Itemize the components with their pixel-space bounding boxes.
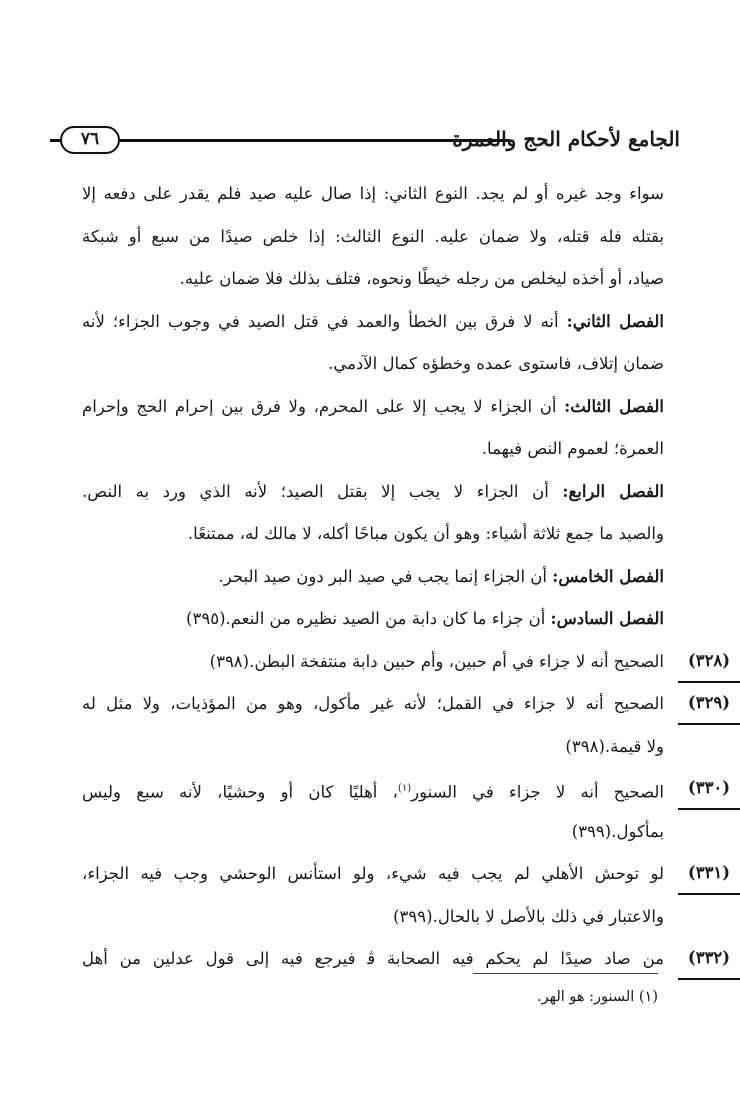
numbered-entry: [82, 938, 731, 981]
section-text: أنه لا فرق بين الخطأ والعمد في قتل الصيد في وجوب الجزاء؛ لأنه: [82, 311, 559, 331]
entry-number: (٣٣١): [678, 853, 740, 895]
section-text: أن الجزاء لا يجب إلا على المحرم، ولا فرق بين إحرام الحج وإحرام: [82, 396, 557, 416]
entry-text: الصحيح أنه لا جزاء في السنور: [411, 782, 664, 802]
entry-line: والاعتبار في ذلك بالأصل لا بالحال.(٣٩٩): [393, 906, 664, 926]
entry-line: الصحيح أنه لا جزاء في أم حبين، وأم حبين دابة منتفخة البطن.(٣٩٨): [209, 651, 664, 671]
entry-line: بمأكول.(٣٩٩): [571, 821, 664, 841]
footnote-ref: (١): [397, 783, 412, 794]
numbered-entry: [82, 853, 731, 938]
entry-line: لو توحش الأهلي لم يجب فيه شيء، ولو استأنس الوحشي وجب فيه الجزاء،: [82, 864, 664, 883]
section-text: أن جزاء ما كان دابة من الصيد نظيره من النعم.(٣٩٥): [186, 609, 546, 628]
section-text: أن الجزاء لا يجب إلا بقتل الصيد؛ لأنه الذي ورد به النص.: [82, 481, 549, 501]
section-3: [82, 386, 664, 429]
entry-line: ولا قيمة.(٣٩٨): [565, 736, 664, 756]
body-line: صياد، أو أخذه ليخلص من رجله خيطًا ونحوه، فتلف بذلك فلا ضمان عليه.: [179, 269, 664, 288]
body-line: العمرة؛ لعموم النص فيهما.: [481, 439, 664, 458]
entry-line: الصحيح أنه لا جزاء في القمل؛ لأنه غير مأكول، وهو من المؤذيات، ولا مثل له: [82, 694, 664, 713]
entry-line: من صاد صيدًا لم يحكم فيه الصحابة ﭬ فيرجع فيه إلى قول عدلين من أهل: [82, 949, 664, 968]
numbered-entry: [82, 683, 731, 768]
entry-text: ، أهليًا كان أو وحشيًا، لأنه سبع وليس: [82, 782, 398, 802]
running-header: [60, 120, 680, 160]
running-title: الجامع لأحكام الحج والعمرة: [452, 127, 680, 151]
footnote: (١) السنور: هو الهر.: [537, 989, 658, 1005]
section-label: الفصل الثالث:: [564, 396, 664, 416]
section-5: [82, 556, 664, 599]
section-label: الفصل الرابع:: [562, 481, 664, 501]
section-2: [82, 301, 664, 344]
section-6: [82, 598, 664, 641]
page-number: ٧٦: [60, 126, 120, 154]
section-text: أن الجزاء إنما يجب في صيد البر دون صيد البحر.: [218, 566, 547, 586]
section-label: الفصل الخامس:: [552, 566, 664, 586]
numbered-entry: [82, 768, 731, 853]
body-line: بقتله فله قتله، ولا ضمان عليه. النوع الثالث: إذا خلص صيدًا من سبع أو شبكة: [82, 226, 664, 246]
section-label: الفصل الثاني:: [566, 311, 664, 331]
entry-number: (٣٢٨): [678, 641, 740, 683]
entry-number: (٣٢٩): [678, 683, 740, 725]
footnote-rule: [473, 973, 658, 974]
page-body: [82, 173, 731, 981]
section-label: الفصل السادس:: [550, 609, 664, 628]
body-line: سواء وجد غيره أو لم يجد. النوع الثاني: إذا صال عليه صيد فلم يقدر على دفعه إلا: [82, 184, 664, 203]
entry-number: (٣٣٠): [678, 768, 740, 810]
section-4: [82, 471, 664, 514]
entry-number: (٣٣٢): [678, 938, 740, 980]
entry-line: [82, 768, 664, 811]
body-line: والصيد ما جمع ثلاثة أشياء: وهو أن يكون مباحًا أكله، لا مالك له، ممتنعًا.: [187, 524, 664, 543]
body-line: ضمان إتلاف، فاستوى عمده وخطؤه كمال الآدمي.: [328, 354, 664, 373]
numbered-entry: [82, 641, 731, 684]
